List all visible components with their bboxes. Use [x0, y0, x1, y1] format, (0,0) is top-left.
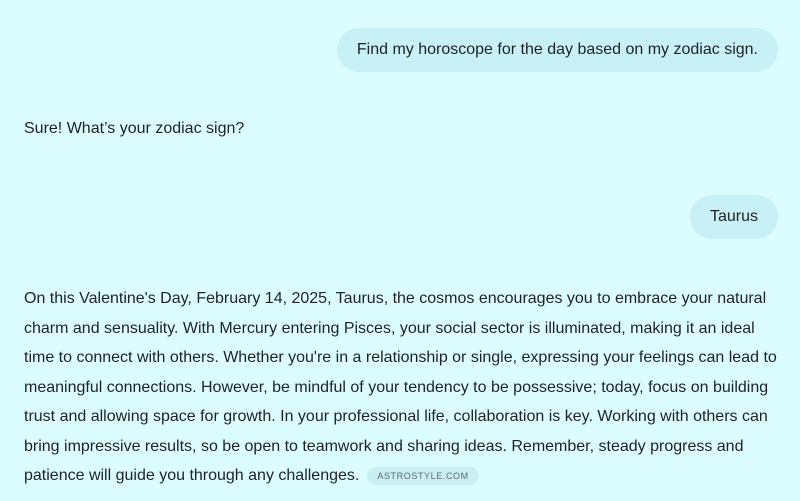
user-message-bubble: Find my horoscope for the day based on my zodiac sign.: [337, 28, 778, 72]
assistant-message: Sure! What’s your zodiac sign?: [24, 120, 245, 137]
source-citation-chip[interactable]: ASTROSTYLE.COM: [367, 467, 478, 485]
horoscope-text: On this Valentine's Day, February 14, 2025, Taurus, the cosmos encourages you to embrace your natural charm and sensuality. With Mercury entering Pisces, your social sector is illuminated, making it an ideal time to connect with others. Whether you're in a relationship or single, expressing your feelings can lead to meaningful connections. However, be mindful of your tendency to be possessive; today, focus on building trust and allowing space for growth. In your professional life, collaboration is key. Working with others can bring impressive results, so be open to teamwork and sharing ideas. Remember, steady progress and patience will guide you through any challenges.: [24, 290, 777, 484]
user-message-bubble: Taurus: [690, 195, 778, 239]
assistant-message-horoscope: [24, 284, 784, 491]
